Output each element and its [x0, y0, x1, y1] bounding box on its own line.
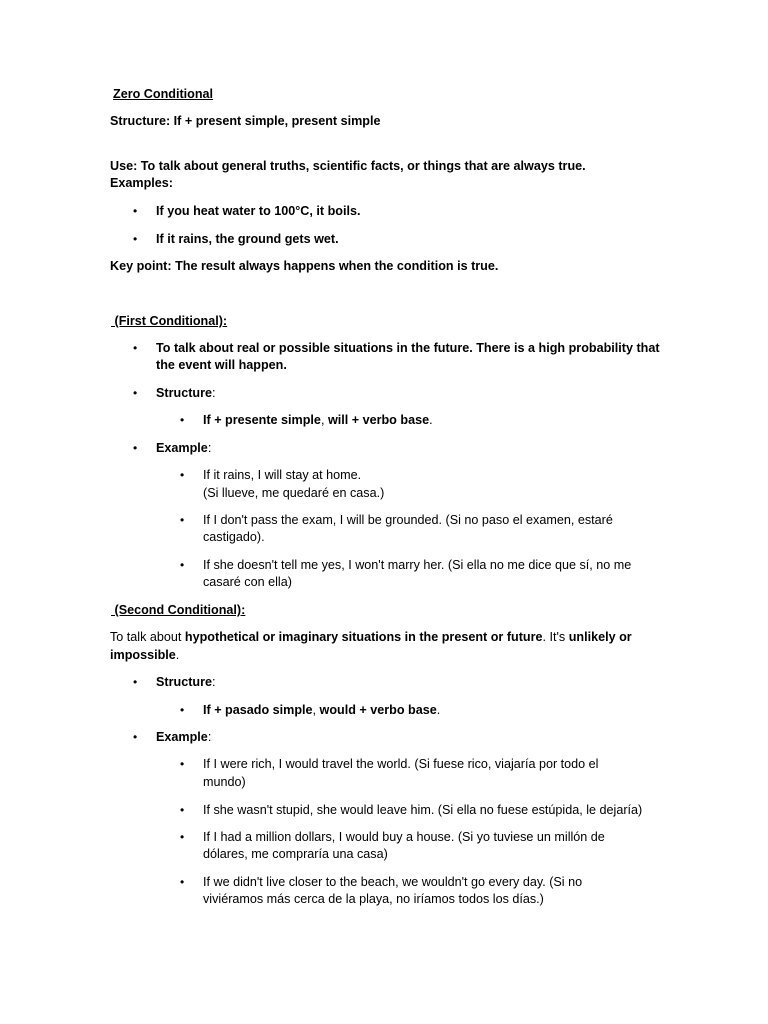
first-example-3-line2: casaré con ella) — [203, 575, 292, 589]
bullet-icon: • — [180, 875, 185, 889]
second-intro-line2: impossible. — [110, 648, 180, 662]
second-heading: (Second Conditional): — [114, 603, 246, 617]
second-structure-label: Structure: — [156, 675, 216, 689]
bullet-icon: • — [180, 830, 185, 844]
zero-heading: Zero Conditional — [113, 87, 214, 101]
first-example-label: Example: — [156, 441, 212, 455]
first-intro-line2: the event will happen. — [156, 358, 287, 372]
second-example-3-line2: dólares, me compraría una casa) — [203, 847, 388, 861]
second-structure-formula: If + pasado simple, would + verbo base. — [203, 703, 441, 717]
second-example-label: Example: — [156, 730, 212, 744]
first-structure-formula: If + presente simple, will + verbo base. — [203, 413, 433, 427]
zero-example-1: If you heat water to 100°C, it boils. — [156, 204, 361, 218]
bullet-icon: • — [180, 803, 185, 817]
bullet-icon: • — [133, 232, 138, 246]
first-example-1-line1: If it rains, I will stay at home. — [203, 468, 362, 482]
first-example-1-line2: (Si llueve, me quedaré en casa.) — [203, 486, 385, 500]
bullet-icon: • — [180, 513, 185, 527]
bullet-icon: • — [180, 703, 185, 717]
bullet-icon: • — [133, 386, 138, 400]
second-example-3-line1: If I had a million dollars, I would buy a house. (Si yo tuviese un millón de — [203, 830, 605, 844]
zero-use: Use: To talk about general truths, scientific facts, or things that are always true. — [110, 159, 586, 173]
bullet-icon: • — [133, 341, 138, 355]
second-example-1-line2: mundo) — [203, 775, 246, 789]
bullet-icon: • — [180, 468, 185, 482]
first-example-2-line2: castigado). — [203, 530, 265, 544]
bullet-icon: • — [133, 204, 138, 218]
bullet-icon: • — [180, 413, 185, 427]
second-example-2-line1: If she wasn't stupid, she would leave him. (Si ella no fuese estúpida, le dejaría) — [203, 803, 643, 817]
bullet-icon: • — [180, 757, 185, 771]
first-intro-line1: To talk about real or possible situations in the future. There is a high probability that — [156, 341, 660, 355]
bullet-icon: • — [133, 675, 138, 689]
bullet-icon: • — [133, 730, 138, 744]
second-example-4-line2: viviéramos más cerca de la playa, no iríamos todos los días.) — [203, 892, 544, 906]
zero-examples-label: Examples: — [110, 176, 173, 190]
bullet-icon: • — [180, 558, 185, 572]
zero-example-2: If it rains, the ground gets wet. — [156, 232, 339, 246]
second-example-1-line1: If I were rich, I would travel the world. (Si fuese rico, viajaría por todo el — [203, 757, 599, 771]
first-structure-label: Structure: — [156, 386, 216, 400]
zero-key-point: Key point: The result always happens when the condition is true. — [110, 259, 499, 273]
first-heading: (First Conditional): — [114, 314, 228, 328]
zero-structure: Structure: If + present simple, present simple — [110, 114, 381, 128]
second-example-4-line1: If we didn't live closer to the beach, we wouldn't go every day. (Si no — [203, 875, 583, 889]
first-example-3-line1: If she doesn't tell me yes, I won't marry her. (Si ella no me dice que sí, no me — [203, 558, 632, 572]
second-intro-line1: To talk about hypothetical or imaginary situations in the present or future. It's unlikely or — [110, 630, 632, 644]
bullet-icon: • — [133, 441, 138, 455]
first-example-2-line1: If I don't pass the exam, I will be grounded. (Si no paso el examen, estaré — [203, 513, 613, 527]
